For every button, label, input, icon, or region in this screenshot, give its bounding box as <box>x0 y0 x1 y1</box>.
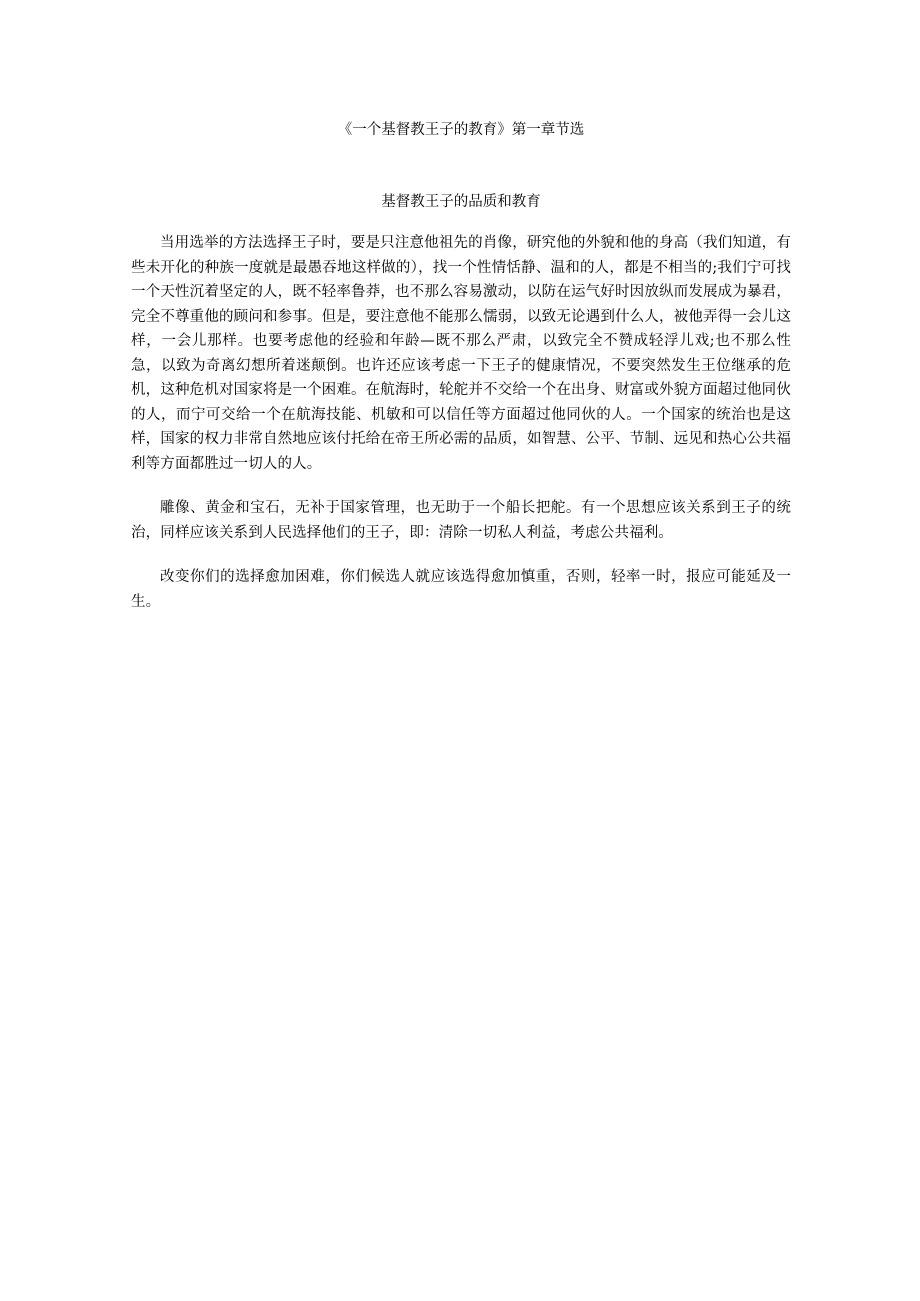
document-page <box>131 118 791 634</box>
paragraph: 当用选举的方法选择王子时，要是只注意他祖先的肖像，研究他的外貌和他的身高（我们知道，有些未开化的种族一度就是最愚吞地这样做的），找一个性情恬静、温和的人，都是不相当的;我们宁可找一个天性沉着坚定的人，既不轻率鲁莽，也不那么容易激动，以防在运气好时因放纵而发展成为暴君，完全不尊重他的顾问和参事。但是，要注意他不能那么懦弱，以致无论遇到什么人，被他弄得一会儿这样，一会儿那样。也要考虑他的经验和年龄—既不那么严肃，以致完全不赞成轻浮儿戏;也不那么性急，以致为奇离幻想所着迷颠倒。也许还应该考虑一下王子的健康情况，不要突然发生王位继承的危机，这种危机对国家将是一个困难。在航海时，轮舵并不交给一个在出身、财富或外貌方面超过他同伙的人，而宁可交给一个在航海技能、机敏和可以信任等方面超过他同伙的人。一个国家的统治也是这样，国家的权力非常自然地应该付托给在帝王所必需的品质，如智慧、公平、节制、远见和热心公共福利等方面都胜过一切人的人。 <box>131 235 791 472</box>
paragraph: 雕像、黄金和宝石，无补于国家管理，也无助于一个船长把舵。有一个思想应该关系到王子的统治，同样应该关系到人民选择他们的王子，即：清除一切私人利益，考虑公共福利。 <box>131 500 791 541</box>
document-title: 《一个基督教王子的教育》第一章节选 <box>337 122 585 138</box>
section-title: 基督教王子的品质和教育 <box>381 194 541 210</box>
paragraph: 改变你们的选择愈加困难，你们候选人就应该选得愈加慎重，否则，轻率一时，报应可能延及一生。 <box>131 569 791 610</box>
